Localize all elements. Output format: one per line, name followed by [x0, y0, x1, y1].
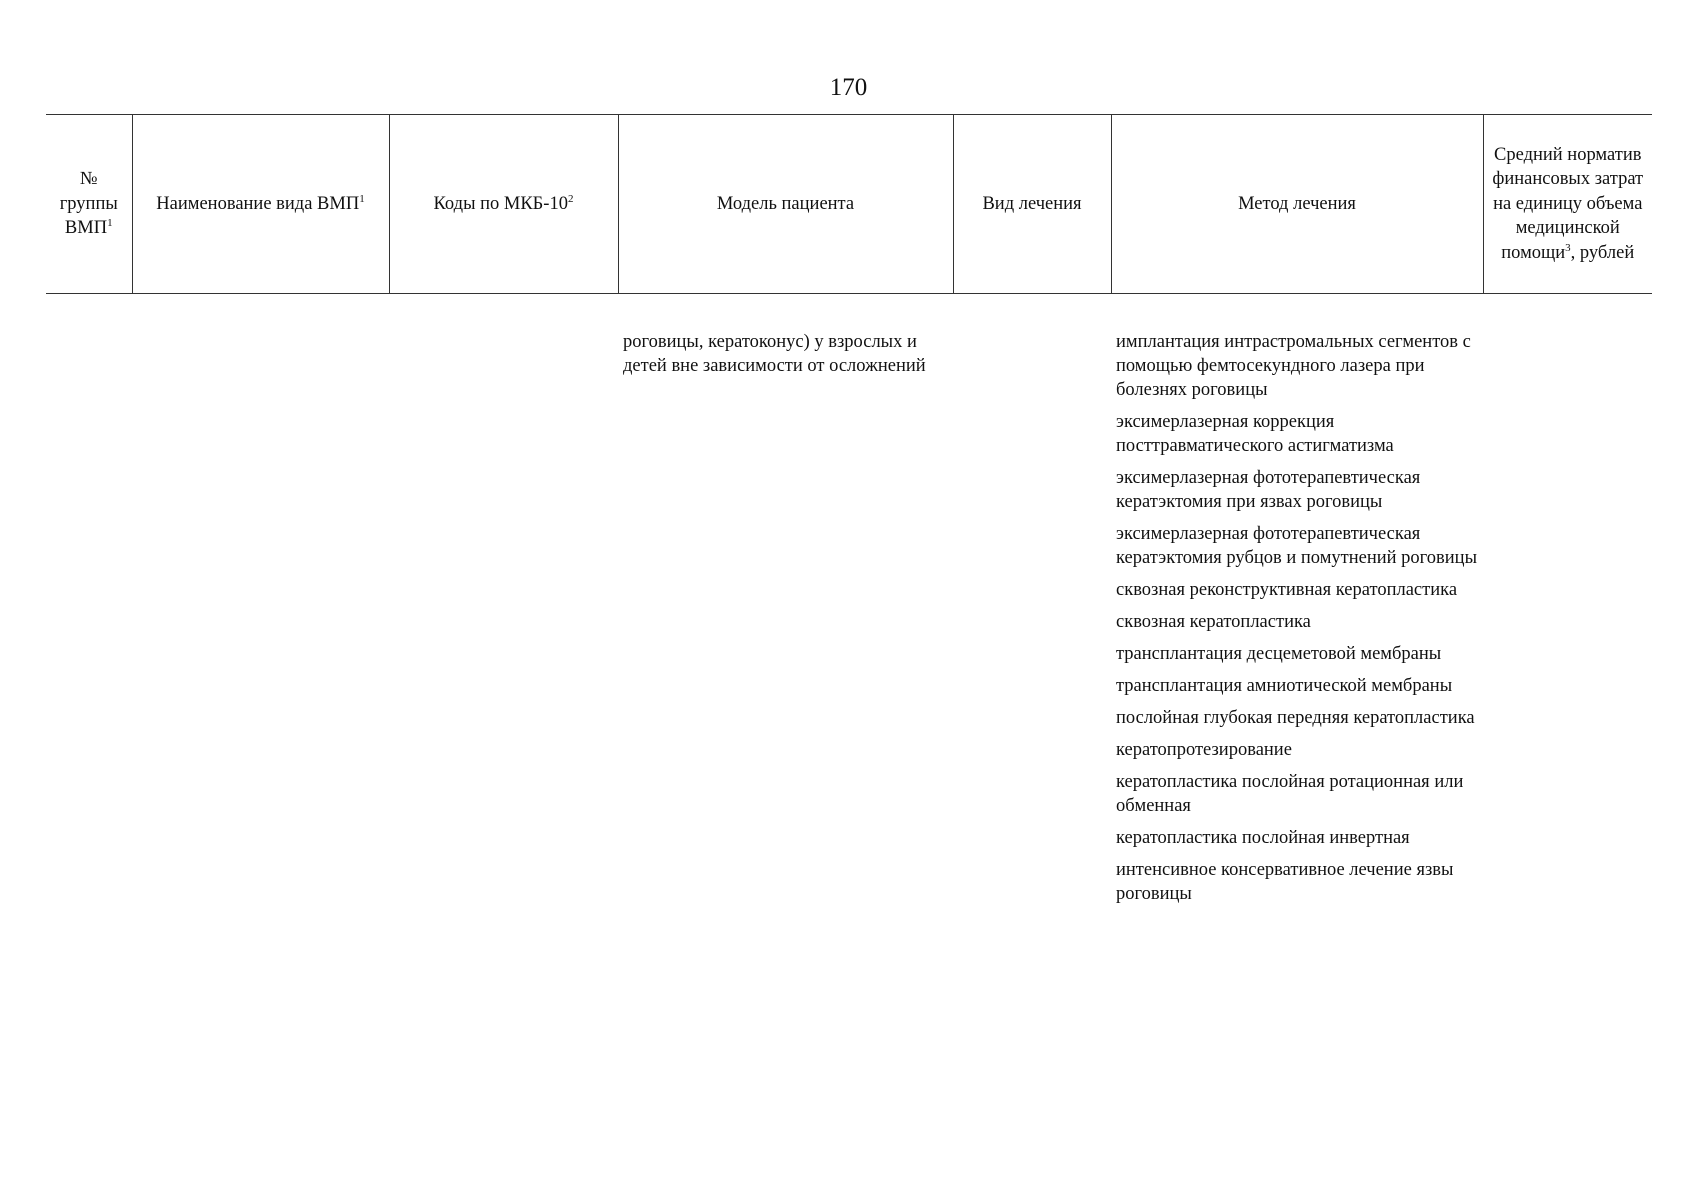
method-item: кератопротезирование: [1116, 740, 1292, 760]
method-item: кератопластика послойная ротационная или обменная: [1116, 772, 1464, 816]
method-item: эксимерлазерная фототерапевтическая кератэктомия при язвах роговицы: [1116, 468, 1421, 512]
page-number: 170: [829, 74, 868, 101]
method-item: интенсивное консервативное лечение язвы роговицы: [1116, 860, 1454, 904]
method-item: кератопластика послойная инвертная: [1116, 828, 1410, 848]
table-row: [46, 294, 1652, 915]
header-patient-model: Модель пациента: [618, 115, 953, 294]
header-vmp-name: Наименование вида ВМП$^1$: [132, 115, 389, 294]
method-item: эксимерлазерная коррекция посттравматического астигматизма: [1116, 412, 1394, 456]
cell-icd-codes: [389, 294, 618, 915]
table-header-row: [46, 115, 1652, 294]
method-item: имплантация интрастромальных сегментов с помощью фемтосекундного лазера при болезнях роговицы: [1116, 332, 1471, 400]
header-avg-cost: Средний норматив финансовых затрат на единицу объема медицинской помощи$^3$, рублей: [1483, 115, 1652, 294]
cell-avg-cost: [1483, 294, 1652, 915]
cell-treatment-methods: [1111, 294, 1483, 915]
cell-group-no: [46, 294, 132, 915]
cell-vmp-name: [132, 294, 389, 915]
cell-treatment-type: [953, 294, 1111, 915]
header-treatment-type: Вид лечения: [953, 115, 1111, 294]
method-item: сквозная реконструктивная кератопластика: [1116, 580, 1458, 600]
vmp-table: [46, 114, 1652, 914]
method-item: эксимерлазерная фототерапевтическая кератэктомия рубцов и помутнений роговицы: [1116, 524, 1478, 568]
cell-patient-model: роговицы, кератоконус) у взрослых и детей вне зависимости от осложнений: [623, 332, 926, 376]
header-icd-codes: Коды по МКБ-$10^2$: [389, 115, 618, 294]
method-item: трансплантация амниотической мембраны: [1116, 676, 1453, 696]
method-item: трансплантация десцеметовой мембраны: [1116, 644, 1442, 664]
method-item: сквозная кератопластика: [1116, 612, 1311, 632]
header-treatment-method: Метод лечения: [1111, 115, 1483, 294]
header-group-no: № группы ВМП$^1$: [46, 115, 132, 294]
method-item: послойная глубокая передняя кератопластика: [1116, 708, 1475, 728]
